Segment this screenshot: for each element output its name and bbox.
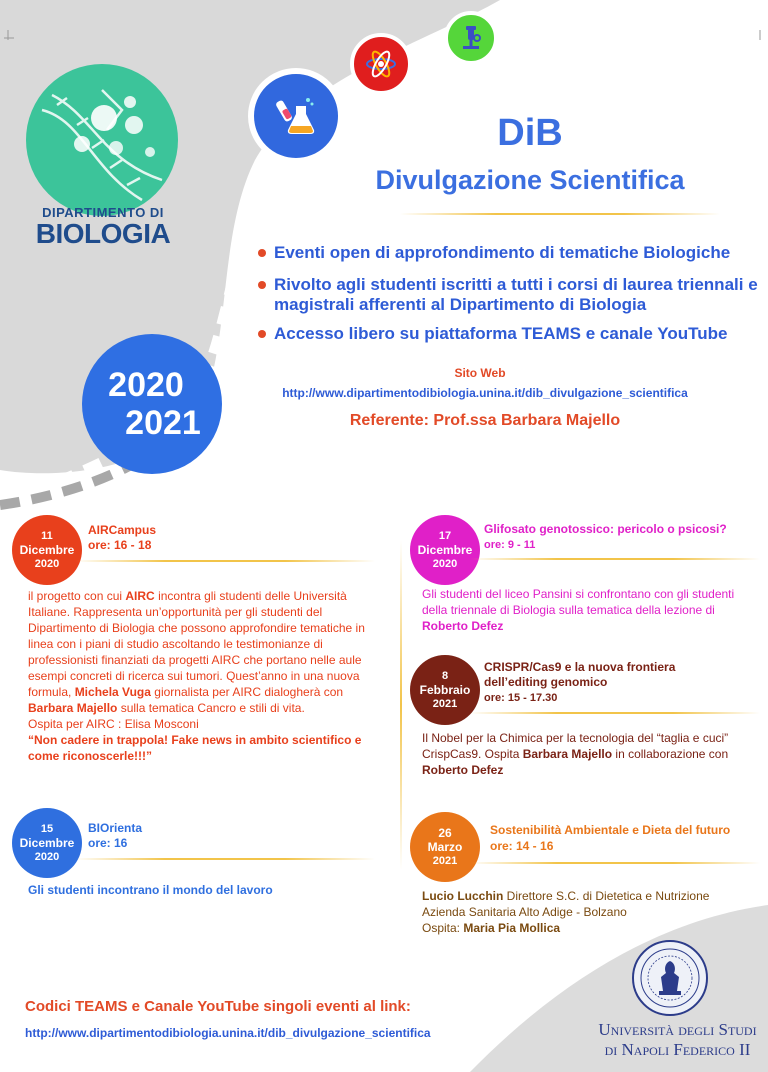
bullet-dot (258, 249, 266, 257)
event-description (28, 588, 383, 764)
bullet-access (258, 324, 768, 344)
footer-link[interactable]: http://www.dipartimentodibiologia.unina.it/dib_divulgazione_scientifica (25, 1026, 431, 1040)
desc-part-bold: Maria Pia Mollica (463, 921, 561, 935)
event-guest: Ospita per AIRC : Elisa Mosconi (28, 717, 199, 731)
bullet-dot (258, 330, 266, 338)
desc-part: incontra gli studenti delle Università Italiane. Rappresenta un’opportunità per gli studenti del Dipartimento di Biologia che possono approfondire tematiche in linea con i piani di studio ascoltando le testimonianze di professionisti finanziati da progetti AIRC che portano nelle aule esempi concreti di ricerca sui tumori. Quest’anno in una nuova formula, (28, 589, 365, 699)
event-month: Dicembre (417, 543, 473, 557)
desc-part: Direttore S.C. di Dietetica e Nutrizione (503, 889, 710, 903)
desc-part-bold: AIRC (125, 589, 155, 603)
event-description (422, 888, 758, 936)
event-day: 8 (441, 670, 449, 682)
desc-part: Gli studenti del liceo Pansini si confrontano con gli studenti della triennale di Biologia sulla tematica della lezione di (422, 587, 735, 617)
year-start: 2020 (108, 366, 184, 404)
desc-part-bold: Barbara Majello (28, 701, 118, 715)
year-end: 2021 (125, 404, 201, 442)
event-title: AIRCampus (88, 523, 157, 537)
event-year: 2020 (432, 558, 458, 570)
year-badge (82, 334, 222, 474)
title-divider (400, 213, 720, 215)
event-year: 2020 (34, 851, 60, 863)
bullet-audience (258, 275, 768, 315)
event-divider (75, 858, 375, 860)
event-title: dell’editing genomico (484, 675, 608, 689)
university-name-line1: Università degli Studi (598, 1020, 757, 1039)
event-date-badge (12, 808, 82, 878)
page-subtitle: Divulgazione Scientifica (375, 165, 685, 195)
event-month: Dicembre (19, 543, 75, 557)
event-time: ore: 9 - 11 (484, 539, 536, 551)
desc-part: il progetto con cui (28, 589, 126, 603)
desc-part-bold: Lucio Lucchin (422, 889, 504, 903)
website-label: Sito Web (454, 366, 506, 380)
event-day: 26 (438, 826, 452, 840)
event-description (422, 730, 758, 778)
referente: Referente: Prof.ssa Barbara Majello (349, 412, 621, 429)
event-day: 11 (41, 530, 53, 542)
desc-part-bold: Michela Vuga (74, 685, 151, 699)
event-divider (470, 712, 760, 714)
event-year: 2020 (34, 558, 60, 570)
logo-line1: DIPARTIMENTO DI (42, 205, 164, 220)
bullet-text: Eventi open di approfondimento di tematiche Biologiche (274, 243, 731, 262)
event-day: 15 (40, 823, 54, 835)
microscope-icon (444, 11, 498, 65)
desc-part: Ospita: (422, 921, 464, 935)
desc-part-bold: Barbara Majello (522, 747, 613, 761)
footer-codes: Codici TEAMS e Canale YouTube singoli eventi al link: (25, 998, 411, 1015)
event-description: Gli studenti incontrano il mondo del lavoro (28, 883, 273, 897)
event-month: Dicembre (19, 836, 75, 850)
university-seal (632, 940, 708, 1016)
desc-part-bold: Roberto Defez (422, 619, 504, 633)
event-time: ore: 16 - 18 (88, 538, 152, 552)
event-quote: “Non cadere in trappola! Fake news in ambito scientifico e come riconoscerle!!!” (28, 733, 362, 763)
bullet-text: Accesso libero su piattaforma TEAMS e canale YouTube (274, 324, 728, 343)
event-title: CRISPR/Cas9 e la nuova frontiera (484, 660, 676, 674)
event-divider (75, 560, 375, 562)
event-date-badge (410, 655, 480, 725)
desc-part: giornalista per AIRC dialogherà con (150, 685, 344, 699)
desc-part: Azienda Sanitaria Alto Adige - Bolzano (422, 905, 627, 919)
bullet-dot (258, 281, 266, 289)
logo-line2: BIOLOGIA (35, 218, 171, 249)
event-time: ore: 15 - 17.30 (484, 692, 558, 704)
event-title: BIOrienta (88, 821, 143, 835)
event-day: 17 (438, 530, 452, 542)
event-divider (470, 862, 760, 864)
logo-emblem-icon (22, 60, 182, 220)
event-month: Marzo (427, 840, 463, 854)
desc-part-bold: Roberto Defez (422, 763, 504, 777)
event-title: Glifosato genotossico: pericolo o psicosi? (484, 522, 727, 536)
event-month: Febbraio (419, 683, 471, 697)
event-date-badge (12, 515, 82, 585)
bullet-text: Rivolto agli studenti iscritti a tutti i corsi di laurea triennali e magistrali afferenti al Dipartimento di Biologia (274, 275, 758, 314)
university-name-line2: di Napoli Federico II (604, 1040, 751, 1059)
event-description (422, 586, 762, 634)
desc-part: Il Nobel per la Chimica per la tecnologia del “taglia e cuci” CrispCas9. Ospita (422, 731, 729, 761)
event-year: 2021 (432, 698, 458, 710)
bullet-events (258, 243, 768, 263)
event-year: 2021 (432, 855, 458, 867)
atom-icon (350, 33, 412, 95)
desc-part: sulla tematica Cancro e stili di vita. (117, 701, 305, 715)
department-logo (22, 60, 182, 250)
event-title: Sostenibilità Ambientale e Dieta del futuro (490, 823, 731, 837)
event-divider (470, 558, 760, 560)
event-time: ore: 16 (88, 836, 128, 850)
column-divider (400, 540, 402, 870)
event-date-badge (410, 515, 480, 585)
event-time: ore: 14 - 16 (490, 839, 554, 853)
desc-part: in collaborazione con (612, 747, 729, 761)
event-date-badge (410, 812, 480, 882)
website-link[interactable]: http://www.dipartimentodibiologia.unina.it/dib_divulgazione_scientifica (282, 386, 688, 400)
page-title: DiB (497, 112, 563, 154)
